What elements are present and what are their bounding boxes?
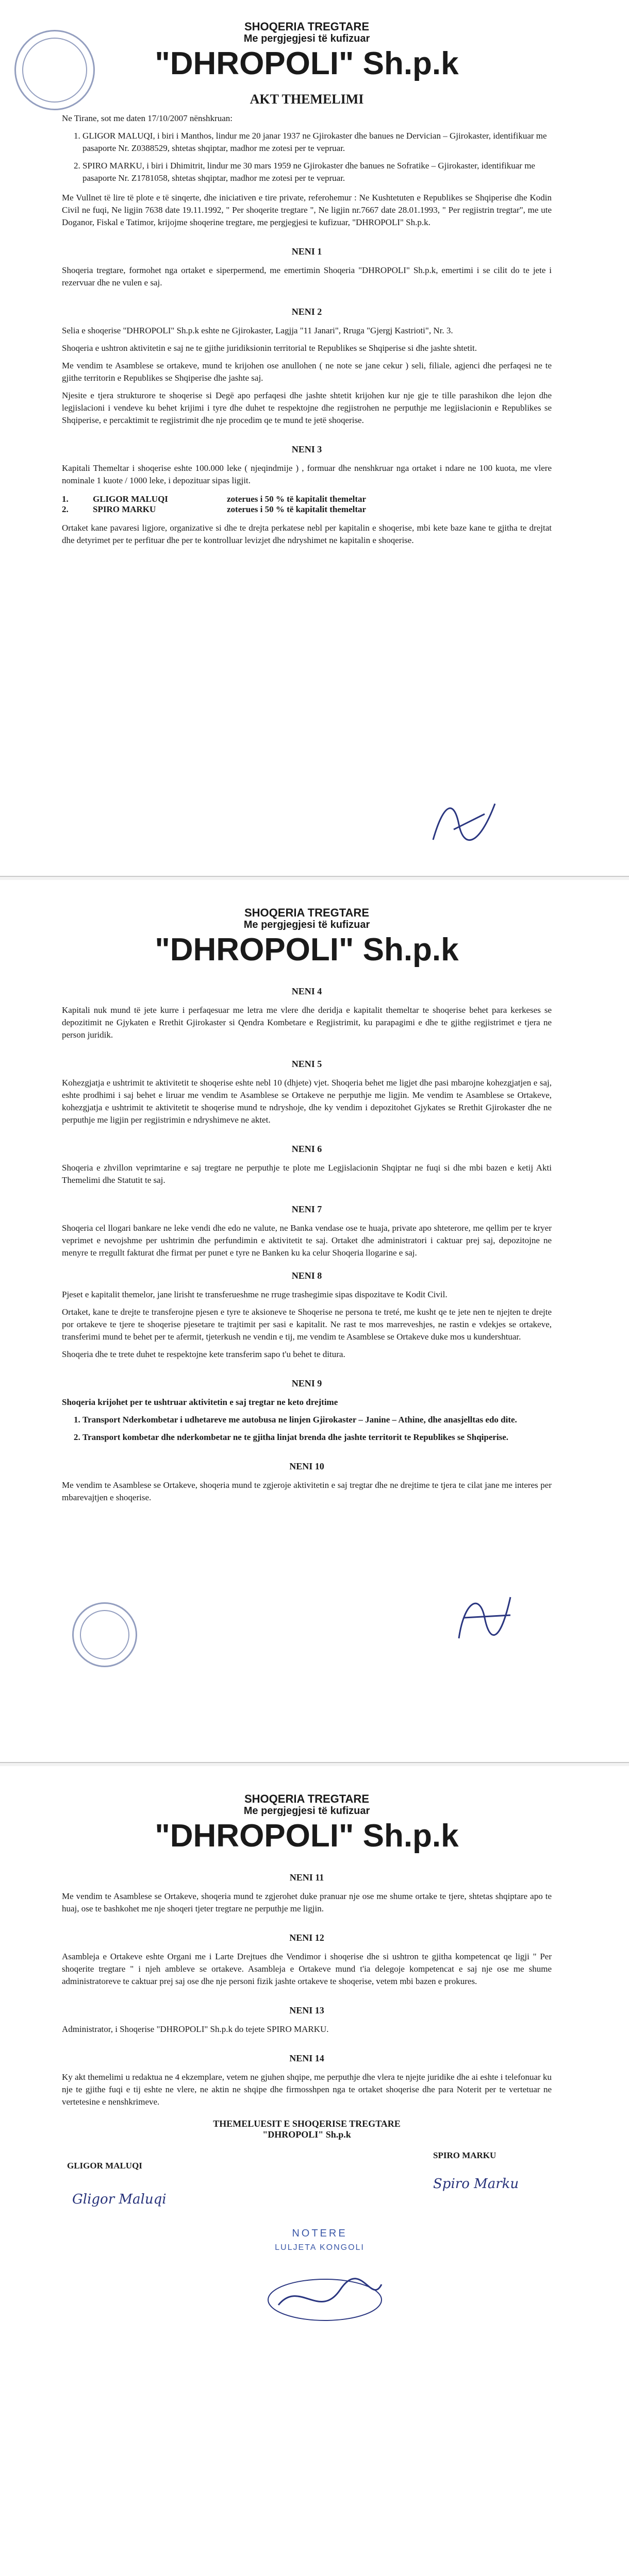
article-text: Shoqeria krijohet per te ushtruar aktivitetin e saj tregtar ne keto drejtime [62, 1397, 338, 1407]
header-subtitle: Me pergjegjesi të kufizuar [243, 1805, 370, 1817]
persons-list [82, 130, 552, 184]
article-text: Njesite e tjera strukturore te shoqerise si Degë apo perfaqesi dhe jashte shtetit krijohen kur nje gje te tille parashikon dhe lejon dhe legjislacioni i vendeve ku behet krijimi i tyre dhe duhet te respektojne dhe regjistrohen ne perputhje me legjislacionin e Republikes se Shqiperise, e percaktimit te regjistrimit dhe nje procedim qe te mund te jetë shoqerise. [62, 391, 552, 425]
signatures-subtitle: "DHROPOLI" Sh.p.k [262, 2129, 351, 2140]
header-company: SHOQERIA TREGTARE [244, 906, 369, 919]
notary-stamp-title: NOTERE [292, 2228, 347, 2239]
signatory-right-label: SPIRO MARKU [433, 2150, 496, 2160]
preamble-text: Me Vullnet të lire të plote e të sinqerte, dhe iniciativen e tire private, referohemur : Ne Kushtetuten e Republikes se Shqiperise dhe Kodin Civil ne fuqi, Ne ligjin 7638 date 19.11.1992, " Per shoqerite tregtare ", Ne ligjin nr.7667 date 28.01.1993, " Per regjistrin tregtar", me ute Doganor, Fiskal e Tatimor, krijojme shoqerine tregtare, me pergjegjesi te kufizuar, "DHROPOLI" Sh.p.k. [62, 193, 552, 227]
article-text: Kapitali Themeltar i shoqerise eshte 100.000 leke ( njeqindmije ) , formuar dhe nenshkruar nga ortaket i ndare ne 100 kuota, me vlere nominale 1 kuote / 1000 leke, i depozituar sipas ligjit. [62, 463, 552, 485]
intro-text: Ne Tirane, sot me daten 17/10/2007 nënshkruan: [62, 113, 233, 123]
article-heading: NENI 14 [289, 2053, 324, 2063]
article-heading: NENI 1 [291, 246, 322, 257]
founder-number: 2. [62, 504, 69, 514]
company-stamp [72, 1602, 137, 1667]
header-name: "DHROPOLI" Sh.p.k [155, 46, 459, 81]
activity-item: 1. Transport Nderkombetar i udhetareve me autobusa ne linjen Gjirokaster – Janine – Athine, dhe anasjelltas edo dite. [82, 1414, 552, 1426]
header-company: SHOQERIA TREGTARE [244, 1792, 369, 1805]
article-heading: NENI 3 [291, 444, 322, 454]
article-heading: NENI 5 [291, 1059, 322, 1069]
page-separator [0, 876, 629, 880]
article-text: Asambleja e Ortakeve eshte Organi me i Larte Drejtues dhe Vendimor i shoqerise dhe si ushtron te gjitha kompetencat qe ligji " Per shoqerite tregtare " i njeh ambleve se ortakeve. Asambleja e Ortakeve mund t'ia delegoje kompetencat e saj nje ose me shume administratoreve te caktuar prej saj ose dhe nje personi fizik jashte ortakeve te shoqerise, vetem mbi bazen e prokures. [62, 1952, 552, 1986]
header-company: SHOQERIA TREGTARE [244, 20, 369, 33]
article-text: Ortaket kane pavaresi ligjore, organizative si dhe te drejta perkatese nebl per kapitalin e shoqerise, mbi kete baze kane te gjitha te drejtat dhe detyrimet per te perfituar dhe per te kontrolluar levizjet dhe ndryshimet ne kapitalin e shoqerise. [62, 523, 552, 545]
article-text: Kohezgjatja e ushtrimit te aktivitetit te shoqerise eshte nebl 10 (dhjete) vjet. Shoqeria behet me ligjet dhe pasi mbarojne kohezgjatjen e saj, eshte prodhimi i saj behet e liruar me vendim te Asamblese se Ortakeve ne perputhje me ligjin. Me vendim te Asamblese se Ortakeve, kohezgjatja e ushtrimit te aktivitetit te shoqerise mund te ndryshoje, dhe ky vendim i depozitohet Gjykates se Rrethit Gjirokaster dhe ne perputhje me ligjin per regjistrimin e ndryshimeve ne aktet. [62, 1078, 552, 1125]
article-heading: NENI 2 [291, 307, 322, 317]
founder-row [62, 504, 552, 515]
founder-row [62, 494, 552, 504]
founders-table [62, 494, 552, 515]
page-1 [0, 21, 629, 552]
header-name: "DHROPOLI" Sh.p.k [155, 932, 459, 968]
activity-list [82, 1414, 552, 1444]
article-text: Me vendim te Asamblese se Ortakeve, shoqeria mund te zgjeroje aktivitetin e saj tregtar dhe ne drejtime te tjera te cilat jane me interes per mbarevajtjen e shoqerise. [62, 1480, 552, 1502]
signatory-right-handwriting: Spiro Marku [433, 2176, 519, 2192]
activity-item: 2. Transport kombetar dhe nderkombetar ne te gjitha linjat brenda dhe jashte territorit te Republikes se Shqiperise. [82, 1431, 552, 1444]
article-text: Pjeset e kapitalit themelor, jane lirisht te transferueshme ne rruge trashegimie sipas dispozitave te Kodit Civil. [62, 1290, 448, 1299]
article-text: Kapitali nuk mund të jete kurre i perfaqesuar me letra me vlere dhe deridja e kapitalit themeltar te shoqerise behet para kerkeses se depozitimit ne Gjykaten e Rrethit Gjirokaster si Qendra Kombetare e Regjistrimit, ku parapagimi e dhe te gjithe regjistrimet e tjera ne person juridik. [62, 1005, 552, 1040]
founder-name: GLIGOR MALUQI [93, 494, 168, 504]
signatures-title: THEMELUESIT E SHOQERISE TREGTARE [213, 2119, 401, 2129]
document-title: AKT THEMELIMI [250, 92, 364, 107]
article-text: Ky akt themelimi u redaktua ne 4 ekzemplare, vetem ne gjuhen shqipe, me perputhje dhe vlera te njejte juridike dhe ai eshte i telefonuar ku nje te gjithe fuqi e tij eshte ne vlere, ne aktin ne shqipe dhe firmosshpen nga te ortaket shoqerise dhe para Noterit per te vertetuar ne vertetesine e nenshkrimeve. [62, 2072, 552, 2107]
article-text: Ortaket, kane te drejte te transferojne pjesen e tyre te aksioneve te Shoqerise ne persona te treté, me kusht qe te jete nen te njejten te drejte por ortakeve te tjere te shoqerise pjesetare te trajtimit per sasi e kapitalit. Ne rast te mos marreveshjes, ne rastin e vdekjes se ortakeve, transferimi mund te behet per te afermit, tjeterkush ne vendin e tij, me vendim te Asamblese se Ortakeve duke mos u kundershtuar. [62, 1307, 552, 1342]
article-text: Shoqeria cel llogari bankare ne leke vendi dhe edo ne valute, ne Banka vendase ose te huaja, private apo shteterore, me qellim per te kryer veprimet e nevojshme per ushtrimin dhe perfundimin e aktivitetit te saj. Ortaket dhe administratori i caktuar prej saj, depozitojne ne menyre te rregullt fakturat dhe firmat per punet e tyre ne Banken ku ka celur Shoqeria llogarine e saj. [62, 1223, 552, 1258]
article-text: Shoqeria e zhvillon veprimtarine e saj tregtare ne perputhje te plote me Legjislacionin Shqiptar ne fuqi si dhe mbi bazen e ketij Akti Themelimi dhe Statutit te saj. [62, 1163, 552, 1185]
initials-signature [443, 1587, 521, 1649]
article-heading: NENI 7 [291, 1204, 322, 1214]
header-name: "DHROPOLI" Sh.p.k [155, 1818, 459, 1854]
article-heading: NENI 9 [291, 1378, 322, 1388]
article-heading: NENI 10 [289, 1461, 324, 1471]
article-heading: NENI 8 [291, 1270, 322, 1281]
article-text: Shoqeria dhe te trete duhet te respektojne kete transferim sapo t'u behet te ditura. [62, 1349, 345, 1359]
signatures-area [62, 2150, 552, 2418]
founder-share: zoterues i 50 % të kapitalit themeltar [227, 504, 367, 514]
initials-signature [423, 793, 505, 850]
article-heading: NENI 13 [289, 2005, 324, 2015]
article-text: Me vendim te Asamblese se Ortakeve, shoqeria mund te zgjerohet duke pranuar nje ose me shume ortake te tjere, shtetas shqiptare apo te huaj, ose te bashkohet me nje shoqeri tjeter tregtare ne perputhje me ligjin. [62, 1891, 552, 1913]
article-text: Me vendim te Asamblese se ortakeve, mund te krijohen ose anullohen ( ne note se jane cekur ) seli, filiale, agjenci dhe perfaqesi ne te gjithe territorin e Republikes se Shqiperise dhe jashte saj. [62, 361, 552, 383]
notary-signature [258, 2264, 392, 2336]
founder-name: SPIRO MARKU [93, 504, 156, 514]
founder-share: zoterues i 50 % të kapitalit themeltar [227, 494, 367, 504]
page-3 [0, 1793, 629, 2418]
person-item: 1. GLIGOR MALUQI, i biri i Manthos, lindur me 20 janar 1937 ne Gjirokaster dhe banues ne Dervician – Gjirokaster, identifikuar me pasaporte Nr. Z0388529, shtetas shqiptar, madhor me zotesi per te vepruar. [82, 130, 552, 155]
article-heading: NENI 11 [289, 1872, 324, 1883]
header-subtitle: Me pergjegjesi të kufizuar [243, 919, 370, 930]
article-text: Shoqeria e ushtron aktivitetin e saj ne te gjithe juridiksionin territorial te Republikes se Shqiperise si dhe jashte shtetit. [62, 343, 477, 353]
company-stamp [14, 30, 95, 110]
header-subtitle: Me pergjegjesi të kufizuar [243, 33, 370, 44]
person-item: 2. SPIRO MARKU, i biri i Dhimitrit, lindur me 30 mars 1959 ne Gjirokaster dhe banues ne Sofratike – Gjirokaster, identifikuar me pasaporte Nr. Z1781058, shtetas shqiptar, madhor me zotesi per te vepruar. [82, 160, 552, 184]
article-text: Selia e shoqerise "DHROPOLI" Sh.p.k eshte ne Gjirokaster, Lagjja "11 Janari", Rruga "Gjergj Kastrioti", Nr. 3. [62, 326, 453, 335]
page-2 [0, 907, 629, 1509]
article-heading: NENI 12 [289, 1933, 324, 1943]
article-text: Shoqeria tregtare, formohet nga ortaket e siperpermend, me emertimin Shoqeria "DHROPOLI" Sh.p.k, emertimi i se cilit do te jete i rezervuar dhe ne vulen e saj. [62, 265, 552, 287]
signatory-left-handwriting: Gligor Maluqi [72, 2192, 167, 2207]
signatory-left-label: GLIGOR MALUQI [67, 2161, 142, 2171]
article-text: Administrator, i Shoqerise "DHROPOLI" Sh.p.k do tejete SPIRO MARKU. [62, 2024, 329, 2034]
notary-stamp-name: LULJETA KONGOLI [275, 2243, 365, 2252]
founder-number: 1. [62, 494, 69, 504]
article-heading: NENI 6 [291, 1144, 322, 1154]
page-separator [0, 1762, 629, 1766]
article-heading: NENI 4 [291, 986, 322, 996]
